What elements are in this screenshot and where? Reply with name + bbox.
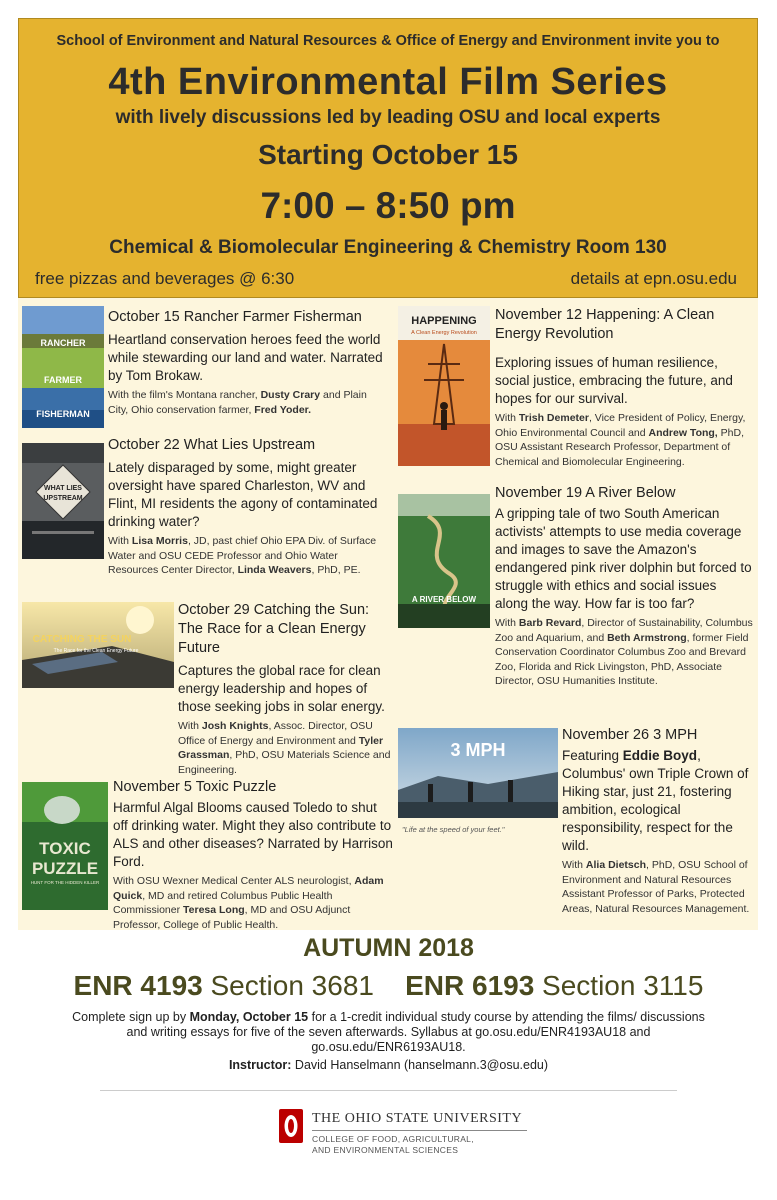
poster-catching-the-sun: [22, 602, 174, 688]
poster-text: FARMER: [44, 375, 82, 385]
event-time: 7:00 – 8:50 pm: [260, 185, 516, 226]
film-heading: November 26 3 MPH: [562, 727, 698, 743]
college-name: COLLEGE OF FOOD, AGRICULTURAL, AND ENVIRONMENTAL SCIENCES: [312, 1134, 474, 1155]
poster-what-lies-upstream: [22, 443, 104, 559]
series-title: 4th Environmental Film Series: [108, 61, 668, 103]
course-list: [0, 970, 777, 1002]
film-experts: With Barb Revard, Director of Sustainability, Columbus Zoo and Aquarium, and Beth Armstrong, former Field Conservation Coordinator Columbus Zoo and Brevard Zoo, Florida and Rick Livingston, PhD, Associate Director, OSU Humanities Institute.: [495, 617, 753, 687]
course-code: ENR 4193: [73, 970, 203, 1001]
film-heading: November 19 A River Below: [495, 485, 676, 501]
details-link[interactable]: details at epn.osu.edu: [570, 269, 737, 288]
header-banner: [18, 18, 758, 298]
poster-caption: "Life at the speed of your feet.": [402, 825, 505, 834]
poster-text: A RIVER BELOW: [411, 595, 477, 604]
logo-rule: [312, 1130, 527, 1131]
poster-text: HAPPENING: [411, 315, 477, 327]
film-entry: [495, 484, 753, 689]
poster-text: 3 MPH: [450, 740, 506, 760]
film-entry: [108, 436, 388, 578]
university-name: THE OHIO STATE UNIVERSITY: [312, 1111, 523, 1126]
poster-toxic-puzzle: [22, 782, 108, 910]
poster-happening: [398, 306, 490, 466]
film-entry: [108, 308, 388, 417]
osu-logo: [278, 1108, 538, 1158]
event-room: Chemical & Biomolecular Engineering & Chemistry Room 130: [109, 237, 667, 258]
poster-text: A Clean Energy Revolution: [411, 330, 477, 336]
poster-rancher-farmer-fisherman: [22, 306, 104, 428]
series-subtitle: with lively discussions led by leading OSU and local experts: [115, 107, 661, 128]
poster-text: RANCHER: [40, 338, 86, 348]
pizza-note: free pizzas and beverages @ 6:30: [35, 269, 295, 288]
film-experts: With OSU Wexner Medical Center ALS neurologist, Adam Quick, MD and retired Columbus Public Health Commissioner Teresa Long, MD and OSU Adjunct Professor, College of Public Health.: [113, 875, 384, 931]
film-heading: October 29 Catching the Sun: The Race for a Clean Energy Future: [178, 602, 370, 656]
film-description: Exploring issues of human resilience, social justice, embracing the future, and hopes for our survival.: [495, 355, 733, 406]
footer-divider: [100, 1090, 677, 1091]
film-description: Lately disparaged by some, might greater oversight have spared Charleston, WV and Flint, MI residents the agony of contaminated drinking water?: [108, 460, 378, 529]
film-experts: With Lisa Morris, JD, past chief Ohio EPA Div. of Surface Water and OSU CEDE Professor and Ohio Water Resources Center Director, Linda Weavers, PhD, PE.: [108, 535, 377, 576]
poster-text: The Race for the Clean Energy Future: [53, 648, 139, 654]
poster-text: WHAT LIES: [44, 485, 82, 492]
term-title: AUTUMN 2018: [303, 934, 474, 962]
film-experts: With the film's Montana rancher, Dusty Crary and Plain City, Ohio conservation farmer, Fred Yoder.: [108, 389, 367, 416]
poster-text: HUNT FOR THE HIDDEN KILLER: [30, 880, 100, 885]
film-description: A gripping tale of two South American activists' attempts to use media coverage and images to save the Amazon's endangered pink river dolphin but forced to struggle with ethics and social issues along the way. How far is too far?: [495, 506, 752, 611]
film-entry: [178, 601, 392, 777]
film-listing: [18, 298, 758, 930]
course-section: Section 3681: [202, 970, 374, 1001]
signup-text: Complete sign up by Monday, October 15 for a 1-credit individual study course by attending the films/ discussions and writing essays for five of the seven afterwards. Syllabus at go.osu.edu/ENR4193AU18 and go.osu.edu/ENR6193AU18.: [72, 1010, 705, 1054]
film-description: Featuring Eddie Boyd, Columbus' own Triple Crown of Hiking star, just 21, fostering ambition, ecological responsibility, respect for the wild.: [562, 748, 749, 853]
film-experts: With Josh Knights, Assoc. Director, OSU Office of Energy and Environment and Tyler Grassman, PhD, OSU Materials Science and Engineering.: [178, 720, 391, 776]
film-description: Harmful Algal Blooms caused Toledo to shut off drinking water. Might they also contribute to ALS and other diseases? Narrated by Harrison Ford.: [113, 800, 393, 869]
film-heading: October 22 What Lies Upstream: [108, 437, 316, 453]
invite-line: School of Environment and Natural Resources & Office of Energy and Environment invite you to: [56, 33, 720, 49]
poster-text: TOXIC: [39, 839, 91, 858]
poster-a-river-below: [398, 494, 490, 628]
film-description: Captures the global race for clean energy leadership and hopes of those seeking jobs in solar energy.: [178, 663, 385, 714]
course-section: Section 3115: [534, 970, 704, 1001]
film-entry: [562, 726, 756, 916]
poster-3-mph: [398, 728, 558, 818]
film-description: Heartland conservation heroes feed the world while stewarding our land and water. Narrated by Tom Brokaw.: [108, 332, 383, 383]
instructor-line: Instructor: David Hanselmann (hanselmann.3@osu.edu): [228, 1058, 549, 1072]
film-experts: With Trish Demeter, Vice President of Policy, Energy, Ohio Environmental Council and Andrew Tong, PhD, OSU Assistant Research Professor, Department of Chemical and Biomolecular Engineering.: [495, 412, 746, 468]
film-heading: November 12 Happening: A Clean Energy Revolution: [495, 307, 715, 342]
course-info: [0, 930, 777, 1070]
start-date: Starting October 15: [258, 139, 518, 170]
poster-text: CATCHING THE SUN: [32, 634, 132, 645]
block-o-icon: [278, 1108, 304, 1144]
film-experts: With Alia Dietsch, PhD, OSU School of Environment and Natural Resources Assistant Professor of Parks, Protected Areas, Natural Resources Management.: [562, 859, 750, 915]
course-code: ENR 6193: [405, 970, 535, 1001]
poster-text: UPSTREAM: [43, 495, 83, 502]
film-entry: [495, 306, 753, 469]
poster-text: FISHERMAN: [36, 409, 90, 419]
film-entry: [113, 778, 393, 932]
film-heading: October 15 Rancher Farmer Fisherman: [108, 309, 362, 325]
poster-text: PUZZLE: [31, 859, 99, 878]
film-heading: November 5 Toxic Puzzle: [113, 779, 277, 795]
